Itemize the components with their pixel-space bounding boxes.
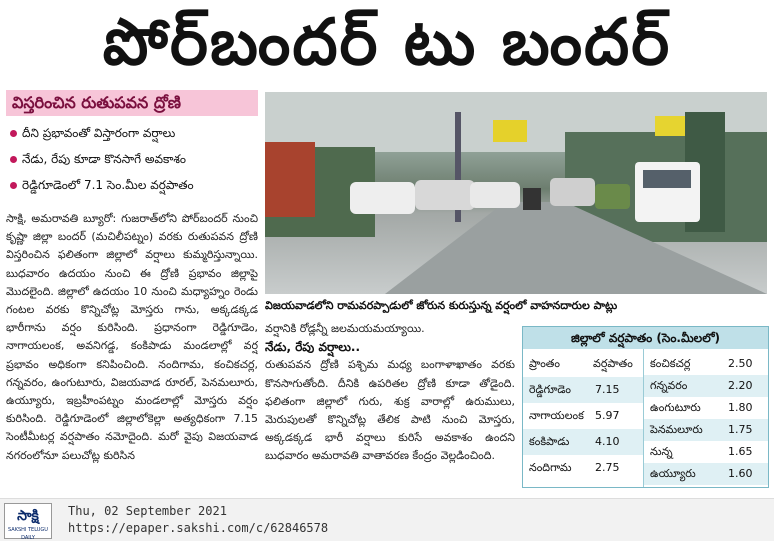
table-cell-place: నున్న — [650, 445, 673, 458]
table-cell-place: కంచికచర్ల — [650, 357, 691, 370]
table-cell-value: 1.65 — [728, 445, 753, 458]
bullet-dot-icon — [10, 182, 17, 189]
article-column-1: సాక్షి, అమరావతి బ్యూరో: గుజరాత్‌లోని పోర్‌బందర్ నుంచి కృష్ణా జిల్లా బందర్ (మచిలీపట్నం) వరకు రుతుపవన ద్రోణి విస్తరించిన ఫలితంగా జిల్లాలో వర్షాలు కుమ్మరిస్తున్నాయి. బుధవారం ఉదయం నుంచి ఈ ద్రోణి ప్రభావం జిల్లాపై మొదలైంది. జిల్లాలో ఉదయం 10 నుంచి మధ్యాహ్నం రెండు గంటల వరకు కొన్నిచోట్ల మోస్తరు గాను, అక్కడక్కడ భారీగాను వర్షం కురిసింది. ప్రధానంగా రెడ్డిగూడెం, నాగాయలంక, అవనిగడ్డ, కంకిపాడు మండలాల్లో వర్ష ప్రభావం అధికంగా కనిపించింది. నందిగామ, కంచికచర్ల, గన్నవరం, ఉంగుటూరు, విజయవాడ రూరల్, పెనమలూరు, ఉయ్యూరు, ఇబ్రహీంపట్నం మండలాల్లో మోస్తరు వర్షం కురిసింది. రెడ్డిగూడెంలో జిల్లాలోకెల్లా అత్యధికంగా 7.15 సెంటీమీటర్ల వర్షపాతం నమోదైంది. మరో వైపు విజయవాడ నగరంలోనూ పలుచోట్ల కురిసిన — [6, 212, 258, 462]
sakshi-logo — [4, 503, 52, 539]
table-right-panel — [644, 349, 768, 487]
table-row — [644, 441, 768, 463]
bullet-text: రెడ్డిగూడెంలో 7.1 సెం.మీల వర్షపాతం — [22, 178, 194, 192]
headline: పోర్‌బందర్ టు బందర్ — [102, 6, 672, 80]
bullet-item — [10, 150, 258, 168]
table-cell-place: పెనమలూరు — [650, 423, 703, 436]
table-left-panel — [523, 349, 644, 487]
bullet-dot-icon — [10, 130, 17, 137]
column-2-subhead: నేడు, రేపు వర్షాలు.. — [265, 340, 361, 355]
table-cell-value: 7.15 — [595, 383, 620, 396]
table-row — [644, 353, 768, 375]
table-row — [523, 455, 643, 481]
table-cell-value: 2.20 — [728, 379, 753, 392]
photo-illustration — [265, 92, 767, 294]
bullet-text: దీని ప్రభావంతో విస్తారంగా వర్షాలు — [22, 126, 176, 140]
rain-street-photo — [265, 92, 767, 294]
table-cell-value: 4.10 — [595, 435, 620, 448]
table-cell-value: 2.75 — [595, 461, 620, 474]
table-cell-value: 1.80 — [728, 401, 753, 414]
bullet-item — [10, 124, 258, 142]
article-column-2 — [265, 320, 515, 466]
table-cell-place: గన్నవరం — [650, 379, 688, 392]
edition-date: Thu, 02 September 2021 — [68, 504, 227, 518]
table-cell-value: 5.97 — [595, 409, 620, 422]
logo-subtext: SAKSHI TELUGU DAILY — [8, 527, 48, 541]
photo-caption: విజయవాడలోని రామవరప్పాడులో జోరున కురుస్తున్న వర్షంలో వాహనదారుల పాట్లు — [265, 299, 618, 312]
column-2-text-a: వర్షానికి రోడ్లన్నీ జలమయమయ్యాయి. — [265, 322, 425, 335]
table-row — [644, 419, 768, 441]
table-cell-place: ఉంగుటూరు — [650, 401, 701, 414]
bullet-dot-icon — [10, 156, 17, 163]
table-row — [523, 403, 643, 429]
table-cell-place: ఉయ్యూరు — [650, 467, 696, 480]
highlights-box — [6, 90, 258, 202]
column-2-text-b: రుతుపవన ద్రోణి పశ్చిమ మధ్య బంగాళాఖాతం వరకు కొనసాగుతోంది. దీనికి ఉపరితల ద్రోణి కూడా తోడైంది. ఫలితంగా జిల్లాలో గురు, శుక్ర వారాల్లో ఉరుములు, మెరుపులతో కొన్నిచోట్ల తేలిక పాటి నుంచి మోస్తరు, అక్కడక్కడ భారీ వర్షాలు కురిసే అవకాశం ఉందని బుధవారం అమరావతి వాతావరణ కేంద్రం వెల్లడించింది. — [265, 358, 515, 463]
table-cell-place: నందిగామ — [529, 461, 572, 474]
bullet-item — [10, 176, 258, 194]
table-cell-place: రెడ్డిగూడెం — [529, 383, 571, 396]
table-row — [644, 463, 768, 485]
table-cell-place: నాగాయలంక — [529, 409, 584, 422]
table-title: జిల్లాలో వర్షపాతం (సెం.మీలలో) — [523, 327, 768, 349]
table-header-place: ప్రాంతం — [529, 357, 560, 370]
table-row — [523, 429, 643, 455]
table-cell-value: 1.75 — [728, 423, 753, 436]
table-cell-place: కంకిపాడు — [529, 435, 570, 448]
logo-text: సాక్షి — [17, 508, 39, 524]
table-cell-value: 2.50 — [728, 357, 753, 370]
table-row — [644, 375, 768, 397]
bullet-text: నేడు, రేపు కూడా కొనసాగే అవకాశం — [22, 152, 186, 166]
epaper-link[interactable]: https://epaper.sakshi.com/c/62846578 — [68, 521, 329, 535]
table-row — [523, 377, 643, 403]
subtitle: విస్తరించిన రుతుపవన ద్రోణి — [6, 90, 258, 116]
table-cell-value: 1.60 — [728, 467, 753, 480]
table-header-rain: వర్షపాతం — [593, 357, 633, 370]
footer-bar — [0, 498, 774, 541]
table-row — [644, 397, 768, 419]
rainfall-table — [522, 326, 769, 488]
